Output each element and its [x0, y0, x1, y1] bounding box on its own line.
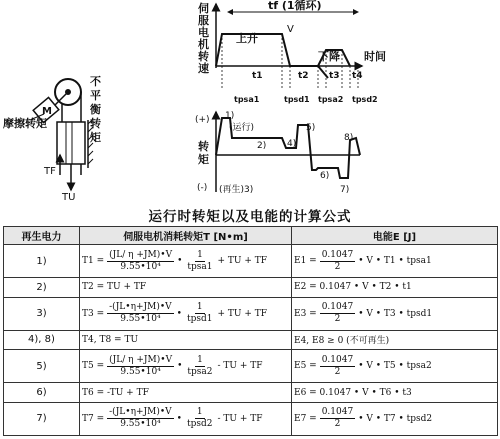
energy-formula: E1 = $\frac{0.1047}{2}$ • V • T1 • tpsa1	[292, 245, 498, 278]
torque-profile	[195, 111, 360, 195]
energy-formula: E3 = $\frac{0.1047}{2}$ • V • T3 • tpsd1	[292, 297, 498, 330]
energy-formula: E4, E8 ≥ 0 (不可再生)	[292, 330, 498, 350]
svg-text:7): 7)	[340, 185, 350, 195]
table-row	[4, 402, 498, 435]
hoist-mechanism	[3, 74, 105, 203]
svg-text:t4: t4	[352, 71, 363, 81]
energy-formula: E6 = 0.1047 • V • T6 • t3	[292, 383, 498, 403]
table-row	[4, 245, 498, 278]
torque-axis-label: 转矩	[198, 140, 209, 166]
case-label: 5)	[4, 350, 80, 383]
svg-text:(再生): (再生)	[219, 185, 245, 195]
torque-formula: T2 = TU + TF	[80, 278, 292, 298]
svg-text:tpsa1: tpsa1	[234, 95, 260, 104]
time-axis-label: 时间	[364, 50, 386, 63]
motion-diagram	[0, 0, 500, 205]
svg-text:t2: t2	[298, 71, 309, 81]
torque-formula: T3 = $\frac{-(JL•\eta+JM)•V}{\text{9.55•10⁴}}$ • 1 tpsd1 + TU + TF	[80, 297, 292, 330]
header-regen: 再生电力	[4, 227, 80, 245]
torque-formula: T6 = -TU + TF	[80, 383, 292, 403]
svg-text:3): 3)	[244, 185, 254, 195]
table-header-row	[4, 227, 498, 245]
svg-text:tpsd2: tpsd2	[352, 95, 378, 104]
svg-text:2): 2)	[257, 141, 267, 151]
table-row	[4, 297, 498, 330]
case-label: 3)	[4, 297, 80, 330]
rise-label: 上升	[236, 32, 258, 45]
load-block	[57, 122, 85, 164]
energy-formula: E2 = 0.1047 • V • T2 • t1	[292, 278, 498, 298]
cycle-label: tf (1循环)	[268, 0, 322, 12]
svg-text:tpsd1: tpsd1	[284, 95, 310, 104]
tf-force-label: TF	[44, 166, 56, 177]
v-label: V	[287, 24, 294, 35]
svg-text:6): 6)	[320, 171, 330, 181]
speed-profile	[198, 0, 386, 104]
case-label: 2)	[4, 278, 80, 298]
tu-force-label: TU	[62, 192, 76, 203]
page-title: 运行时转矩以及电能的计算公式	[148, 209, 352, 225]
fall-label: 下降	[318, 50, 340, 63]
table-row	[4, 330, 498, 350]
header-torque: 伺服电机消耗转矩T [N•m]	[80, 227, 292, 245]
calculation-table	[3, 226, 498, 436]
torque-formula: T1 = $\frac{(JL/ \eta +JM)•V}{\text{9.55•10⁴}}$ • 1 tpsa1 + TU + TF	[80, 245, 292, 278]
table-row	[4, 383, 498, 403]
table-row	[4, 350, 498, 383]
svg-text:1): 1)	[225, 111, 235, 121]
case-label: 7)	[4, 402, 80, 435]
svg-text:5): 5)	[306, 123, 316, 133]
torque-formula: T4, T8 = TU	[80, 330, 292, 350]
header-energy: 电能E [J]	[292, 227, 498, 245]
svg-text:(运行): (运行)	[229, 123, 255, 133]
torque-formula: T7 = $\frac{-(JL•\eta+JM)•V}{\text{9.55•10⁴}}$ • 1 tpsd2 - TU + TF	[80, 402, 292, 435]
speed-axis-label: 伺服电 机转速	[198, 2, 209, 75]
case-label: 1)	[4, 245, 80, 278]
svg-text:t3: t3	[329, 71, 340, 81]
table-row	[4, 278, 498, 298]
case-label: 4), 8)	[4, 330, 80, 350]
energy-formula: E7 = $\frac{0.1047}{2}$ • V • T7 • tpsd2	[292, 402, 498, 435]
motor-label: M	[42, 106, 52, 117]
torque-formula: T5 = $\frac{(JL/ \eta +JM)•V}{\text{9.55•10⁴}}$ • 1 tpsa2 - TU + TF	[80, 350, 292, 383]
case-label: 6)	[4, 383, 80, 403]
energy-formula: E5 = $\frac{0.1047}{2}$ • V • T5 • tpsa2	[292, 350, 498, 383]
svg-text:4): 4)	[287, 139, 297, 149]
svg-text:8): 8)	[344, 133, 354, 143]
svg-text:(+): (+)	[195, 115, 210, 125]
svg-text:(-): (-)	[197, 183, 208, 193]
friction-torque-label: 摩擦转矩	[3, 117, 47, 130]
svg-text:tpsa2: tpsa2	[318, 95, 344, 104]
svg-text:t1: t1	[252, 71, 263, 81]
unbalance-torque-label: 不平衡 转矩	[90, 75, 101, 144]
